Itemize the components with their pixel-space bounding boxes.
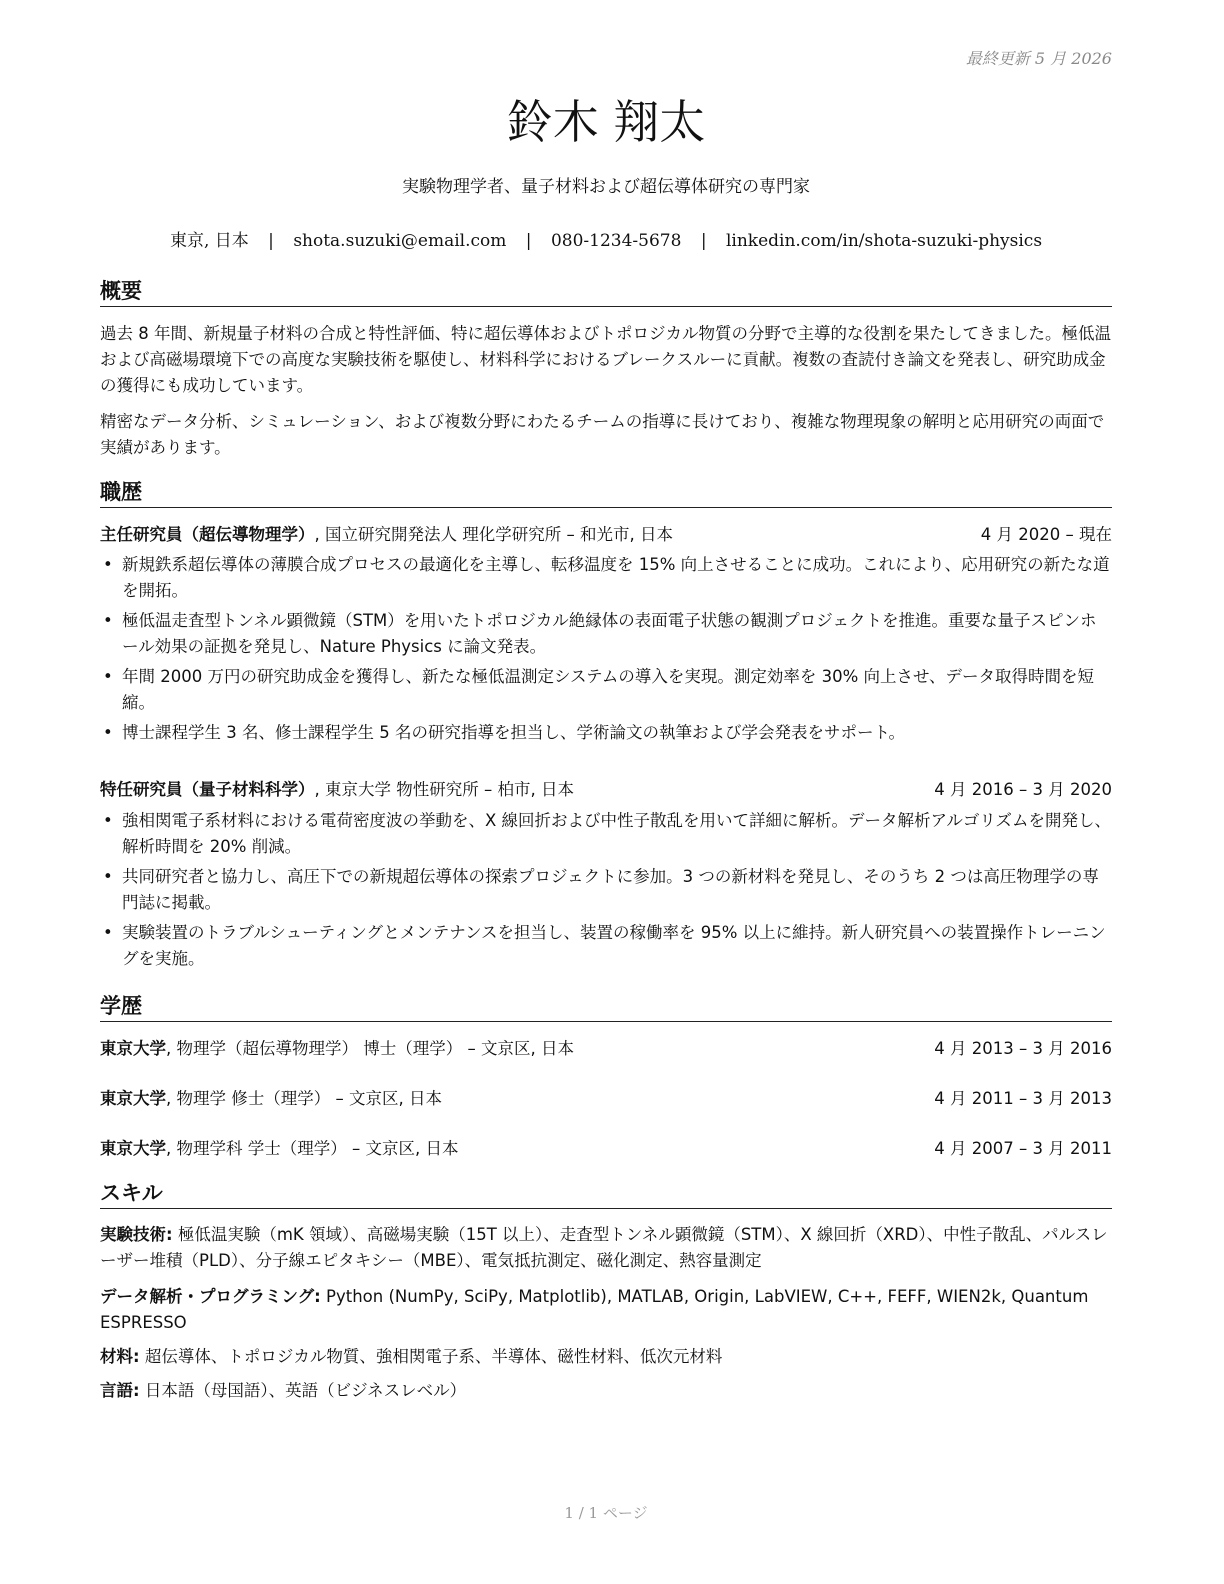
section-title-experience: 職歴 [100, 478, 1112, 508]
school-name: 東京大学 [100, 1139, 166, 1158]
separator: | [525, 231, 532, 251]
bullet-item [100, 552, 1112, 604]
job-bullets [100, 552, 1112, 750]
summary-paragraph: 過去 8 年間、新規量子材料の合成と特性評価、特に超伝導体およびトポロジカル物質の分野で主導的な役割を果たしてきました。極低温および高磁場環境下での高度な実験技術を駆使し、材料科学におけるブレークスルーに貢献。複数の査読付き論文を発表し、研究助成金の獲得にも成功しています。 [100, 324, 1111, 395]
education-item [100, 1087, 1112, 1111]
skill-label: 言語: [100, 1381, 140, 1400]
school-name: 東京大学 [100, 1039, 166, 1058]
headline: 実験物理学者、量子材料および超伝導体研究の専門家 [402, 177, 810, 197]
bullet-item [100, 608, 1112, 660]
education-dates: 4 月 2013 – 3 月 2016 [934, 1039, 1112, 1058]
job-org: , 国立研究開発法人 理化学研究所 – 和光市, 日本 [314, 525, 673, 544]
section-title-education: 学歴 [100, 992, 1112, 1022]
skill-row [100, 1344, 1112, 1370]
bullet-dot: • [103, 923, 113, 942]
page-number: 1 / 1 ページ [564, 1504, 648, 1522]
contact-line [100, 226, 1112, 251]
degree-detail: , 物理学（超伝導物理学） 博士（理学） – 文京区, 日本 [166, 1039, 574, 1058]
skill-row [100, 1378, 1112, 1404]
separator: | [700, 231, 707, 251]
bullet-item [100, 864, 1112, 916]
bullet-text: 新規鉄系超伝導体の薄膜合成プロセスの最適化を主導し、転移温度を 15% 向上させることに成功。これにより、応用研究の新たな道を開拓。 [122, 555, 1110, 600]
bullet-item [100, 920, 1112, 972]
section-title-summary: 概要 [100, 277, 1112, 307]
job-dates: 4 月 2016 – 3 月 2020 [934, 780, 1112, 799]
education-dates: 4 月 2007 – 3 月 2011 [934, 1139, 1112, 1158]
skill-row [100, 1284, 1112, 1336]
degree-detail: , 物理学科 学士（理学） – 文京区, 日本 [166, 1139, 459, 1158]
skill-label: 材料: [100, 1347, 140, 1366]
summary-paragraph: 精密なデータ分析、シミュレーション、および複数分野にわたるチームの指導に長けており、複雑な物理現象の解明と応用研究の両面で実績があります。 [100, 412, 1105, 457]
bullet-dot: • [103, 723, 113, 742]
bullet-dot: • [103, 611, 113, 630]
job-org: , 東京大学 物性研究所 – 柏市, 日本 [314, 780, 574, 799]
person-name: 鈴木 翔太 [506, 95, 706, 149]
bullet-item [100, 808, 1112, 860]
skill-text: 日本語（母国語）、英語（ビジネスレベル） [139, 1381, 467, 1400]
job-header [100, 523, 1112, 547]
bullet-text: 実験装置のトラブルシューティングとメンテナンスを担当し、装置の稼働率を 95% 以上に維持。新人研究員への装置操作トレーニングを実施。 [122, 923, 1106, 968]
skill-label: データ解析・プログラミング: [100, 1287, 321, 1306]
job-header [100, 778, 1112, 802]
skill-row [100, 1222, 1112, 1274]
job-bullets [100, 808, 1112, 976]
skill-label: 実験技術: [100, 1225, 173, 1244]
bullet-text: 博士課程学生 3 名、修士課程学生 5 名の研究指導を担当し、学術論文の執筆および学会発表をサポート。 [122, 723, 905, 742]
skill-text: 超伝導体、トポロジカル物質、強相関電子系、半導体、磁性材料、低次元材料 [139, 1347, 723, 1366]
bullet-dot: • [103, 867, 113, 886]
contact-linkedin[interactable]: linkedin.com/in/shota-suzuki-physics [725, 231, 1043, 251]
skill-text: 極低温実験（mK 領域）、高磁場実験（15T 以上）、走査型トンネル顕微鏡（STM）、X 線回折（XRD）、中性子散乱、パルスレーザー堆積（PLD）、分子線エピタキシー（MBE）、電気抵抗測定、磁化測定、熱容量測定 [100, 1225, 1108, 1270]
job-role: 主任研究員（超伝導物理学） [100, 525, 315, 544]
contact-location: 東京, 日本 [169, 231, 249, 251]
contact-email[interactable]: shota.suzuki@email.com [293, 231, 507, 251]
job-dates: 4 月 2020 – 現在 [980, 525, 1112, 544]
bullet-item [100, 720, 1112, 746]
bullet-dot: • [103, 667, 113, 686]
bullet-text: 極低温走査型トンネル顕微鏡（STM）を用いたトポロジカル絶縁体の表面電子状態の観測プロジェクトを推進。重要な量子スピンホール効果の証拠を発見し、Nature Physics に論文発表。 [122, 611, 1097, 656]
education-item [100, 1137, 1112, 1161]
job-role: 特任研究員（量子材料科学） [100, 780, 315, 799]
bullet-text: 共同研究者と協力し、高圧下での新規超伝導体の探索プロジェクトに参加。3 つの新材料を発見し、そのうち 2 つは高圧物理学の専門誌に掲載。 [122, 867, 1099, 912]
degree-detail: , 物理学 修士（理学） – 文京区, 日本 [166, 1089, 442, 1108]
resume-page [100, 0, 1112, 1584]
bullet-dot: • [103, 811, 113, 830]
last-updated: 最終更新 5 月 2026 [965, 49, 1112, 68]
education-item [100, 1037, 1112, 1061]
school-name: 東京大学 [100, 1089, 166, 1108]
section-title-skills: スキル [100, 1179, 1112, 1209]
contact-phone[interactable]: 080-1234-5678 [550, 231, 682, 251]
bullet-dot: • [103, 555, 113, 574]
bullet-text: 年間 2000 万円の研究助成金を獲得し、新たな極低温測定システムの導入を実現。測定効率を 30% 向上させ、データ取得時間を短縮。 [122, 667, 1094, 712]
bullet-text: 強相関電子系材料における電荷密度波の挙動を、X 線回折および中性子散乱を用いて詳細に解析。データ解析アルゴリズムを開発し、解析時間を 20% 削減。 [122, 811, 1112, 856]
skill-text: Python (NumPy, SciPy, Matplotlib), MATLAB, Origin, LabVIEW, C++, FEFF, WIEN2k, Quantum ESPRESSO [100, 1287, 1089, 1332]
bullet-item [100, 664, 1112, 716]
separator: | [268, 231, 274, 251]
education-dates: 4 月 2011 – 3 月 2013 [934, 1089, 1112, 1108]
